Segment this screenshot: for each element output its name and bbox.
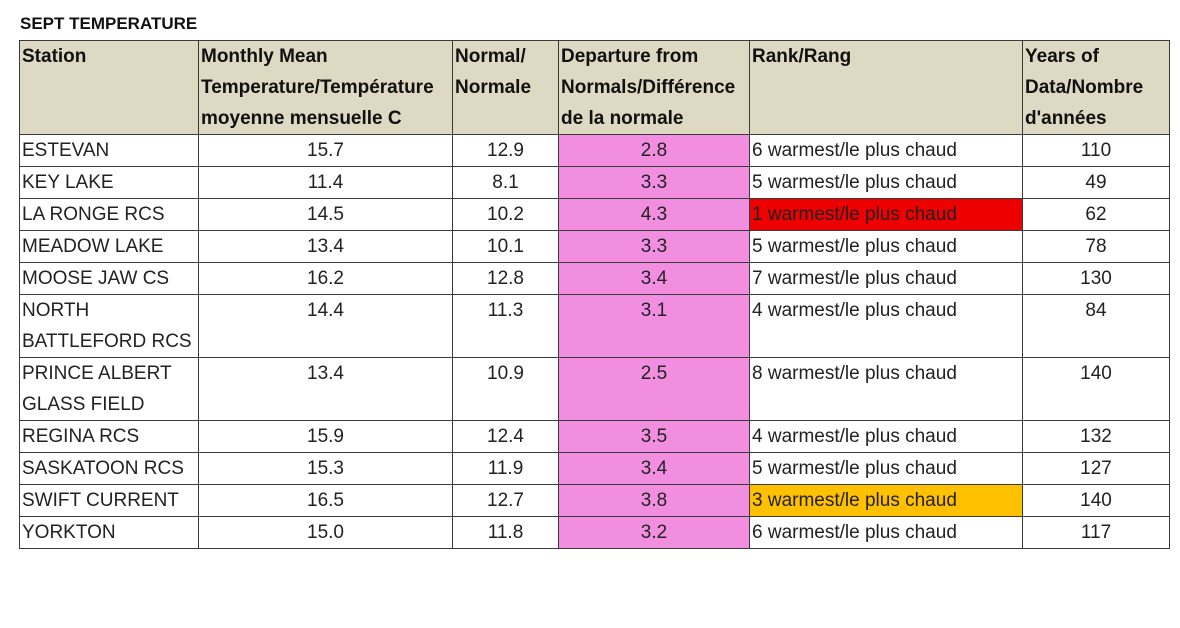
header-normal: Normal/ Normale (453, 41, 559, 135)
normal-cell: 11.3 (453, 295, 559, 358)
mean-temp-cell: 16.2 (199, 263, 453, 295)
departure-cell: 3.3 (559, 167, 750, 199)
mean-temp-cell: 16.5 (199, 485, 453, 517)
table-row (20, 358, 1170, 421)
years-cell: 49 (1023, 167, 1170, 199)
mean-temp-cell: 14.4 (199, 295, 453, 358)
mean-temp-cell: 15.9 (199, 421, 453, 453)
rank-cell: 1 warmest/le plus chaud (750, 199, 1023, 231)
temperature-table (19, 40, 1170, 549)
mean-temp-cell: 13.4 (199, 358, 453, 421)
departure-cell: 3.4 (559, 263, 750, 295)
table-row (20, 453, 1170, 485)
station-cell: NORTH BATTLEFORD RCS (20, 295, 199, 358)
mean-temp-cell: 13.4 (199, 231, 453, 263)
mean-temp-cell: 11.4 (199, 167, 453, 199)
normal-cell: 12.8 (453, 263, 559, 295)
mean-temp-cell: 14.5 (199, 199, 453, 231)
departure-cell: 2.5 (559, 358, 750, 421)
rank-cell: 6 warmest/le plus chaud (750, 517, 1023, 549)
rank-cell: 5 warmest/le plus chaud (750, 453, 1023, 485)
departure-cell: 4.3 (559, 199, 750, 231)
years-cell: 132 (1023, 421, 1170, 453)
rank-cell: 4 warmest/le plus chaud (750, 295, 1023, 358)
years-cell: 127 (1023, 453, 1170, 485)
departure-cell: 3.2 (559, 517, 750, 549)
station-cell: KEY LAKE (20, 167, 199, 199)
table-row (20, 485, 1170, 517)
header-row (20, 41, 1170, 135)
normal-cell: 8.1 (453, 167, 559, 199)
table-row (20, 231, 1170, 263)
table-row (20, 199, 1170, 231)
years-cell: 84 (1023, 295, 1170, 358)
station-cell: SASKATOON RCS (20, 453, 199, 485)
header-station: Station (20, 41, 199, 135)
departure-cell: 3.8 (559, 485, 750, 517)
header-monthly-mean: Monthly Mean Temperature/Température moyenne mensuelle C (199, 41, 453, 135)
normal-cell: 10.1 (453, 231, 559, 263)
years-cell: 130 (1023, 263, 1170, 295)
station-cell: MEADOW LAKE (20, 231, 199, 263)
table-row (20, 167, 1170, 199)
station-cell: SWIFT CURRENT (20, 485, 199, 517)
departure-cell: 3.4 (559, 453, 750, 485)
normal-cell: 12.7 (453, 485, 559, 517)
departure-cell: 3.3 (559, 231, 750, 263)
normal-cell: 12.4 (453, 421, 559, 453)
normal-cell: 11.9 (453, 453, 559, 485)
normal-cell: 12.9 (453, 135, 559, 167)
rank-cell: 8 warmest/le plus chaud (750, 358, 1023, 421)
table-title: SEPT TEMPERATURE (20, 14, 198, 33)
table-row (20, 421, 1170, 453)
header-years: Years of Data/Nombre d'années (1023, 41, 1170, 135)
years-cell: 78 (1023, 231, 1170, 263)
station-cell: LA RONGE RCS (20, 199, 199, 231)
normal-cell: 10.9 (453, 358, 559, 421)
rank-cell: 7 warmest/le plus chaud (750, 263, 1023, 295)
years-cell: 62 (1023, 199, 1170, 231)
header-rank: Rank/Rang (750, 41, 1023, 135)
station-cell: REGINA RCS (20, 421, 199, 453)
station-cell: ESTEVAN (20, 135, 199, 167)
rank-cell: 6 warmest/le plus chaud (750, 135, 1023, 167)
header-departure: Departure from Normals/Différence de la normale (559, 41, 750, 135)
rank-cell: 5 warmest/le plus chaud (750, 231, 1023, 263)
table-row (20, 295, 1170, 358)
departure-cell: 3.1 (559, 295, 750, 358)
normal-cell: 10.2 (453, 199, 559, 231)
station-cell: MOOSE JAW CS (20, 263, 199, 295)
departure-cell: 3.5 (559, 421, 750, 453)
rank-cell: 5 warmest/le plus chaud (750, 167, 1023, 199)
departure-cell: 2.8 (559, 135, 750, 167)
station-cell: YORKTON (20, 517, 199, 549)
table-row (20, 517, 1170, 549)
mean-temp-cell: 15.0 (199, 517, 453, 549)
mean-temp-cell: 15.7 (199, 135, 453, 167)
rank-cell: 3 warmest/le plus chaud (750, 485, 1023, 517)
years-cell: 140 (1023, 358, 1170, 421)
rank-cell: 4 warmest/le plus chaud (750, 421, 1023, 453)
years-cell: 117 (1023, 517, 1170, 549)
normal-cell: 11.8 (453, 517, 559, 549)
years-cell: 110 (1023, 135, 1170, 167)
years-cell: 140 (1023, 485, 1170, 517)
station-cell: PRINCE ALBERT GLASS FIELD (20, 358, 199, 421)
table-row (20, 263, 1170, 295)
table-row (20, 135, 1170, 167)
mean-temp-cell: 15.3 (199, 453, 453, 485)
